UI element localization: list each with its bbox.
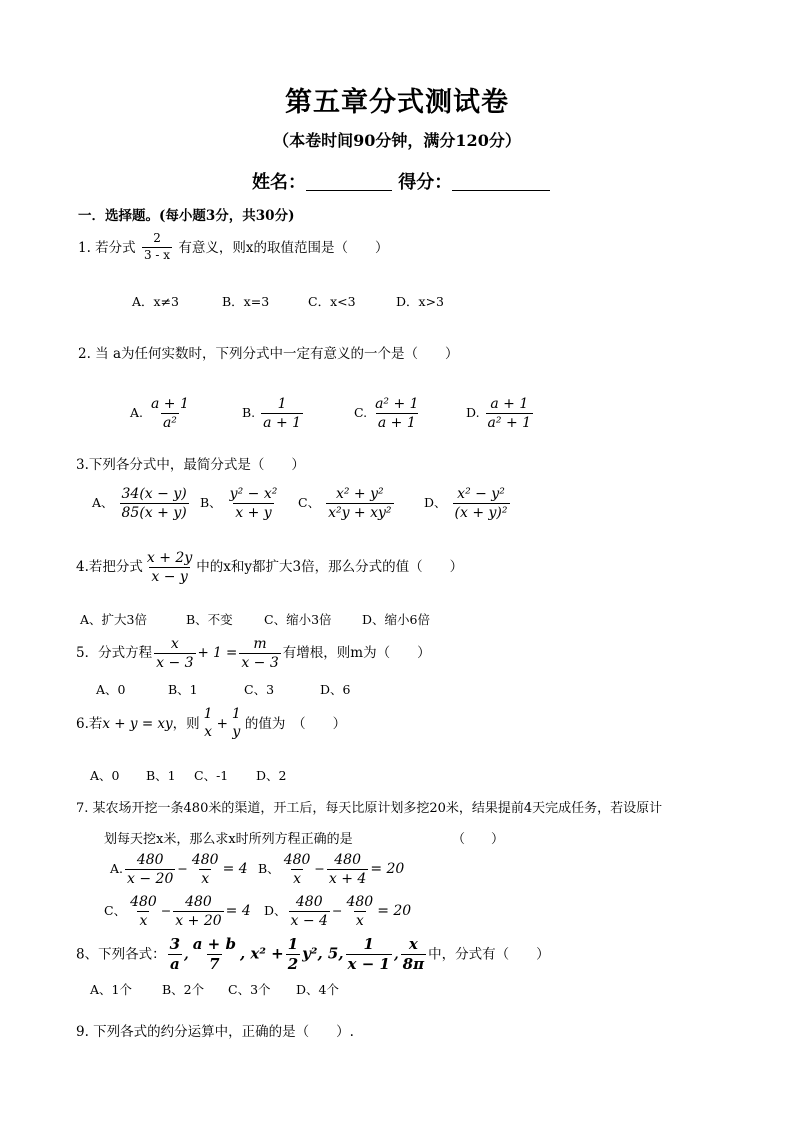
q7-option-b[interactable] [258,852,404,887]
q2-b-num: 1 [277,396,287,412]
q2-label-a: A. [130,405,144,421]
q7-d-n1: 480 [295,894,323,910]
q7-option-d[interactable] [264,894,411,929]
q2-label-c: C. [354,405,368,421]
q7-a-d1: x − 20 [127,871,174,888]
page-title: 第五章分式测试卷 [285,87,509,118]
q4-option-a[interactable]: A、扩大3倍 [80,612,147,627]
q7-b-d2: x + 4 [328,871,367,888]
q8-option-a[interactable]: A、1个 [90,982,132,997]
q8-f4-den: x − 1 [347,955,390,974]
q8-f3-den: 2 [287,955,299,974]
question-7-line2: 划每天挖x米，那么求x时所列方程正确的是 [104,832,353,847]
q4-option-d[interactable]: D、缩小6倍 [362,612,430,627]
question-1 [78,232,388,263]
q7-b-op: − [314,861,325,877]
q7-a-n2: 480 [191,852,219,868]
q6-mid: ，则 [172,716,200,732]
q7-b-d1: x [293,871,301,888]
q3-a-num: 34(x − y) [121,486,187,502]
q5-option-d[interactable]: D、6 [320,682,351,697]
question-8: 8、下列各式： $\frac{3}{a}$ , $\frac{a + b}{7}$ , x² + $\frac{1}{2}$ y², 5, $\frac{1}{x - 1}$ , $\frac{x}{8\pi}$ 中，分式有（ ） [76,935,550,974]
q3-label-b: B、 [200,495,222,511]
q7-option-a[interactable] [110,852,248,887]
q7-d-d2: x [355,913,364,930]
question-7-paren: （ ） [452,832,505,847]
q6-equation: x + y = xy [102,716,173,732]
q5-num2: m [253,636,267,652]
q7-label-c: C、 [104,903,127,919]
q7-b-n1: 480 [283,852,311,868]
q1-option-c[interactable]: C．x<3 [308,294,356,309]
q6-frac2 [230,706,243,740]
q6-option-c[interactable]: C、-1 [194,768,229,783]
q6-plus: + [216,716,228,732]
q8-prefix: 8、下列各式： [76,946,166,963]
q3-option-c[interactable] [298,486,396,521]
q7-c-rhs: = 4 [225,903,251,920]
question-5 [76,636,431,671]
q1-option-d[interactable]: D．x>3 [396,294,444,309]
q7-label-b: B、 [258,861,280,877]
score-blank[interactable] [452,172,550,191]
q4-fraction [145,550,194,585]
q2-option-a[interactable] [130,396,193,431]
question-9: 9. 下列各式的约分运算中，正确的是（ ）. [76,1024,354,1040]
q7-label-a: A. [110,861,124,877]
q8-mid2: y², 5, [302,944,344,963]
q7-a-op: − [177,861,188,877]
q4-prefix: 4.若把分式 [76,559,143,576]
q5-frac2 [239,636,280,671]
q1-den: 3 - x [143,247,171,262]
q2-label-b: B. [242,405,256,421]
q2-c-den: a + 1 [377,415,416,432]
q5-frac1 [154,636,195,671]
q8-f2-den: 7 [209,955,220,974]
q4-option-b[interactable]: B、不变 [186,612,233,627]
q6-option-a[interactable]: A、0 [90,768,120,783]
q2-option-c[interactable] [354,396,423,431]
q1-fraction [142,232,172,263]
q6-num1: 1 [203,706,213,722]
q8-f1-den: a [169,955,180,974]
q7-b-n2: 480 [334,852,361,868]
q4-suffix: 中的x和y都扩大3倍，那么分式的值（ ） [196,559,464,576]
q7-option-c[interactable] [104,894,251,929]
q5-prefix: 5．分式方程 [76,645,153,662]
q1-option-a[interactable]: A．x≠3 [132,294,180,309]
name-score-row [252,168,550,194]
q2-c-num: a² + 1 [375,396,419,412]
q5-num1: x [170,636,179,652]
q5-den1: x − 3 [156,655,194,672]
q2-option-b[interactable] [242,396,305,431]
q8-f1-num: 3 [169,935,181,953]
q4-option-c[interactable]: C、缩小3倍 [264,612,332,627]
q5-option-a[interactable]: A、0 [96,682,126,697]
q3-c-den: x²y + xy² [328,505,392,522]
q3-label-d: D、 [424,495,447,511]
q4-num: x + 2y [146,550,193,566]
q4-den: x − y [151,569,188,586]
q5-option-c[interactable]: C、3 [244,682,275,697]
question-2: 2. 当 a为任何实数时，下列分式中一定有意义的一个是（ ） [78,346,459,362]
q3-option-a[interactable] [92,486,191,521]
q7-b-rhs: = 20 [370,861,405,878]
q7-a-rhs: = 4 [222,861,248,878]
q3-d-den: (x + y)² [454,505,508,522]
q3-b-den: x + y [235,505,272,522]
q6-den2: y [232,724,241,741]
q7-c-n1: 480 [130,894,157,910]
q1-option-b[interactable]: B．x=3 [222,294,270,309]
section-heading: 一．选择题。(每小题3分，共30分) [78,208,295,224]
q7-d-op: − [331,903,343,919]
name-blank[interactable] [306,172,392,191]
q2-b-den: a + 1 [263,415,302,432]
name-label: 姓名： [252,172,306,193]
q7-d-n2: 480 [346,894,374,910]
q6-den1: x [204,724,213,741]
q6-frac1 [202,706,215,740]
q3-option-b[interactable] [200,486,281,521]
q1-num: 2 [153,231,161,245]
q5-option-b[interactable]: B、1 [168,682,198,697]
q3-c-num: x² + y² [335,486,384,502]
q2-label-d: D. [466,405,480,421]
q3-a-den: 85(x + y) [121,505,187,522]
q8-mid: , x² + [239,944,284,963]
q7-c-n2: 480 [185,894,212,910]
q1-prefix: 1. 若分式 [78,240,136,256]
q2-a-num: a + 1 [151,396,189,412]
q2-a-den: a² [162,415,177,432]
q6-option-d[interactable]: D、2 [256,768,287,783]
q3-b-num: y² − x² [229,486,278,502]
q8-f5-num: x [408,935,418,953]
q6-prefix: 6.若 [76,716,103,732]
q8-f4-num: 1 [363,935,374,953]
q2-d-den: a² + 1 [487,415,532,432]
q7-a-d2: x [201,871,210,888]
q7-d-rhs: = 20 [377,903,412,920]
q6-suffix: 的值为 （ ） [244,716,347,732]
question-4 [76,550,463,585]
q6-option-b[interactable]: B、1 [146,768,176,783]
q6-num2: 1 [231,706,241,722]
question-7-line1: 7. 某农场开挖一条480米的渠道，开工后，每天比原计划多挖20米，结果提前4天完成任务，若设原计 [76,801,663,816]
q3-label-c: C、 [298,495,321,511]
q3-option-d[interactable] [424,486,512,521]
q5-suffix: 有增根，则m为（ ） [282,645,431,662]
q7-label-d: D、 [264,903,287,919]
q5-mid: + 1 = [197,645,238,662]
q8-option-c[interactable]: C、3个 [228,982,271,997]
q8-suffix: 中，分式有（ ） [428,946,550,963]
page-subtitle: （本卷时间90分钟，满分120分） [273,131,521,150]
q2-option-d[interactable] [466,396,535,431]
question-3: 3.下列各分式中，最简分式是（ ） [76,457,305,473]
q5-den2: x − 3 [241,655,279,672]
q8-f3-num: 1 [287,935,299,953]
q8-f5-den: 8π [402,955,425,974]
q7-c-op: − [160,903,172,919]
q1-suffix: 有意义，则x的取值范围是（ ） [178,240,389,256]
q8-option-d[interactable]: D、4个 [296,982,339,997]
q3-label-a: A、 [92,495,114,511]
q8-f2-num: a + b [192,935,236,953]
q3-d-num: x² − y² [457,486,505,502]
q8-option-b[interactable]: B、2个 [162,982,205,997]
q2-d-num: a + 1 [490,396,529,412]
q7-c-d2: x + 20 [175,913,222,930]
q7-c-d1: x [139,913,148,930]
q7-a-n1: 480 [136,852,164,868]
score-label: 得分： [398,172,453,193]
question-6 [76,706,346,740]
q7-d-d1: x − 4 [290,913,328,930]
